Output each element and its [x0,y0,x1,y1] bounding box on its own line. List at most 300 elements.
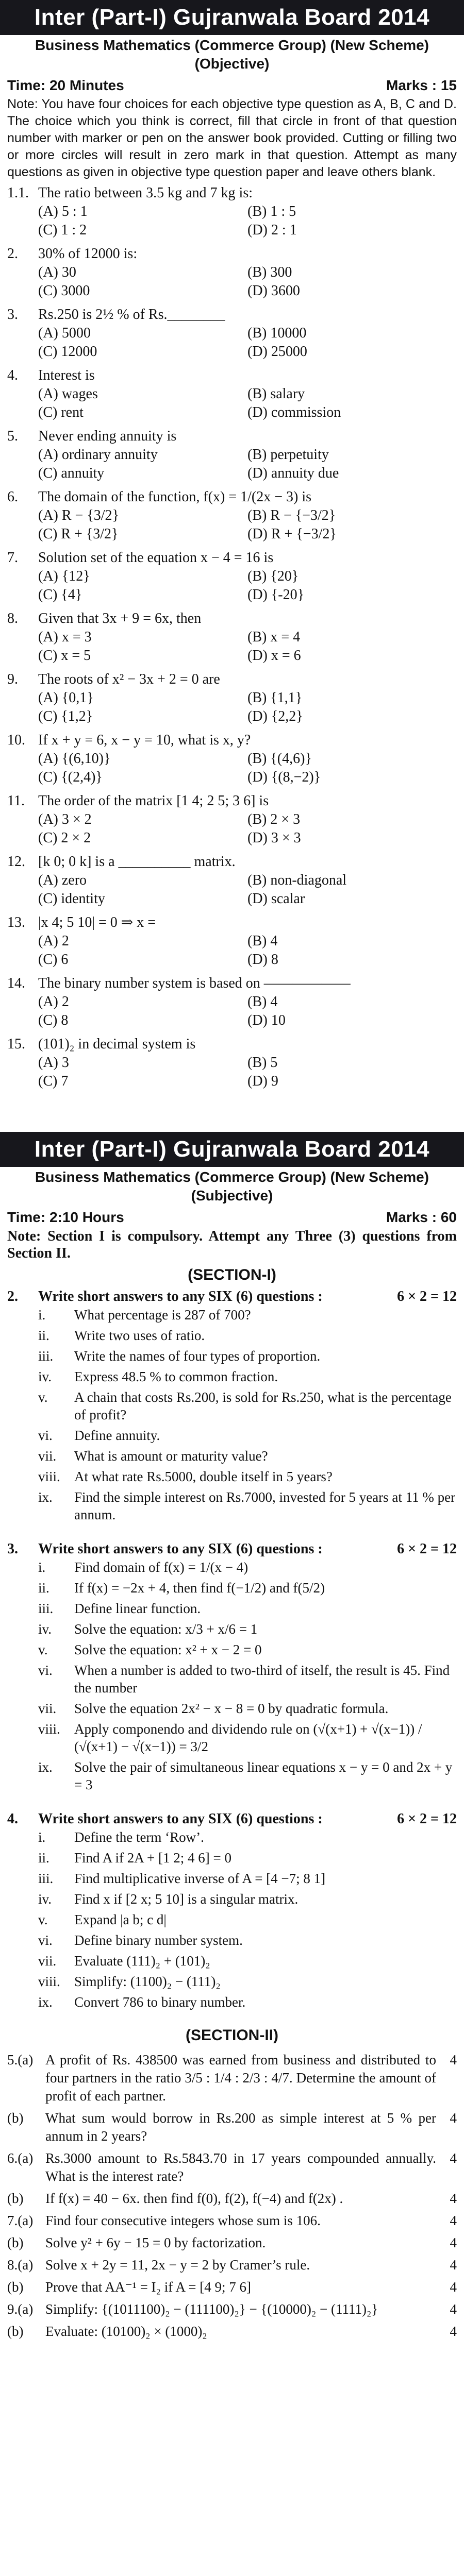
mcq-option: (C) identity [38,891,105,907]
question-marks: 6 × 2 = 12 [397,1289,457,1304]
mcq-question [0,792,464,810]
mcq-question [0,913,464,932]
mcq-question [0,549,464,567]
short-question [0,1620,464,1638]
section-1-heading: (SECTION-I) [188,1266,276,1283]
mcq-option: (C) 6 [38,952,69,968]
mcq-options [0,871,464,908]
mcq-text: Given that 3x + 9 = 6x, then [38,611,202,626]
mcq-text: Solution set of the equation x − 4 = 16 is [38,550,274,566]
roman-numeral: viii. [38,1721,60,1737]
question-2 [0,1285,464,1527]
long-question-marks: 4 [450,2257,457,2273]
short-question-text: Express 48.5 % to common fraction. [74,1369,278,1384]
mcq-question [0,670,464,689]
spacer [0,2145,464,2149]
mcq-option: (C) annuity [38,465,105,481]
long-question-text: If f(x) = 40 − 6x. then find f(0), f(2), f(−4) and f(2x) . [45,2191,343,2206]
long-question-text: Simplify: {(1011100)₂ − (111100)₂} − {(10000)₂ − (1111)₂} [45,2301,378,2317]
long-question [0,2109,464,2145]
question-3 [0,1538,464,1797]
roman-numeral: vi. [38,1428,53,1443]
spacer [0,726,464,731]
spacer [0,969,464,974]
mcq-question [0,609,464,628]
long-question [0,2323,464,2341]
mcq-option: (B) 1 : 5 [247,204,296,219]
mcq-options [0,1054,464,1091]
short-question [0,1911,464,1928]
mcq-option: (C) 2 × 2 [38,830,91,846]
short-question-text: Define linear function. [74,1601,201,1616]
short-question [0,1931,464,1949]
long-questions [0,2051,464,2345]
short-question [0,1447,464,1465]
roman-numeral: iii. [38,1871,54,1886]
long-question [0,2212,464,2230]
roman-numeral: vii. [38,1448,57,1464]
mcq-text: Rs.250 is 2½ % of Rs.________ [38,307,225,323]
mcq-question [0,731,464,750]
mcq-option: (A) 3 [38,1055,69,1071]
roman-numeral: iv. [38,1621,52,1637]
long-question-marks: 4 [450,2110,457,2126]
short-question [0,1641,464,1658]
long-question-marks: 4 [450,2150,457,2166]
question-number: 2. [7,1289,18,1304]
subjective-marks: Marks : 60 [386,1209,457,1225]
mcq-number: 5. [7,428,18,444]
roman-numeral: viii. [38,1469,60,1484]
mcq-option: (D) 2 : 1 [247,222,297,238]
mcq-text: The order of the matrix [1 4; 2 5; 3 6] is [38,793,269,809]
spacer [0,604,464,609]
long-question-number: (b) [7,2235,24,2250]
mcq-option: (D) 3 × 3 [247,830,301,846]
mcq-options [0,202,464,240]
spacer [0,2230,464,2234]
mcq-option: (D) 10 [247,1012,286,1028]
mcq-options [0,446,464,483]
mcq-option: (A) 2 [38,994,69,1010]
mcq-text: (101)₂ in decimal system is [38,1036,196,1052]
mcq-number: 6. [7,489,18,505]
mcq-option: (A) {(6,10)} [38,751,111,767]
short-question-text: If f(x) = −2x + 4, then find f(−1/2) and f(5/2) [74,1580,325,1596]
mcq-option: (A) R − {3/2} [38,507,119,523]
section-2-heading: (SECTION-II) [186,2027,278,2044]
long-question [0,2190,464,2208]
long-question-text: Solve x + 2y = 11, 2x − y = 2 by Cramer’s rule. [45,2257,310,2273]
spacer [0,2341,464,2345]
mcq-number: 8. [7,611,18,626]
long-question-number: 8.(a) [7,2257,34,2273]
long-question-text: Evaluate: (10100)₂ × (1000)₂ [45,2324,207,2339]
mcq-number: 15. [7,1036,25,1052]
mcq-option: (C) {1,2} [38,708,93,724]
short-question-text: What percentage is 287 of 700? [74,1307,251,1323]
mcq-options [0,506,464,544]
roman-numeral: iv. [38,1369,52,1384]
mcq-options [0,567,464,604]
question-4 [0,1808,464,2014]
mcq-question [0,366,464,385]
question-instruction: Write short answers to any SIX (6) questions : [38,1541,323,1557]
short-question-text: Simplify: (1100)₂ − (111)₂ [74,1974,221,1989]
long-question [0,2149,464,2185]
mcq-option: (D) scalar [247,891,305,907]
roman-numeral: vi. [38,1663,53,1678]
mcq-number: 11. [7,793,25,809]
long-question-marks: 4 [450,2052,457,2067]
long-question-marks: 4 [450,2235,457,2250]
question-instruction: Write short answers to any SIX (6) questions : [38,1811,323,1827]
mcq-option: (A) {0,1} [38,690,94,706]
mcq-option: (B) 2 × 3 [247,811,301,827]
roman-numeral: iii. [38,1348,54,1364]
short-question [0,1579,464,1597]
mcq-option: (A) 30 [38,264,76,280]
mcq-number: 10. [7,732,25,748]
mcq-option: (D) 9 [247,1073,278,1089]
spacer [0,422,464,427]
mcq-option: (C) {(2,4)} [38,769,103,785]
mcq-option: (D) {(8,−2)} [247,769,321,785]
mcq-text: 30% of 12000 is: [38,246,138,262]
short-question-text: Find the simple interest on Rs.7000, invested for 5 years at 11 % per annum. [74,1489,456,1522]
mcq-option: (C) 3000 [38,283,90,299]
roman-numeral: vii. [38,1953,57,1969]
question-heading [0,1285,464,1306]
long-question-marks: 4 [450,2324,457,2339]
mcq-number: 4. [7,367,18,383]
short-question-text: Define annuity. [74,1428,160,1443]
roman-numeral: iii. [38,1601,54,1616]
mcq-number: 2. [7,246,18,262]
roman-numeral: v. [38,1642,48,1657]
short-question [0,1468,464,1485]
mcq-option: (D) x = 6 [247,648,301,664]
long-question-text: What sum would borrow in Rs.200 as simple interest at 5 % per annum in 2 years? [45,2110,436,2144]
short-question [0,1870,464,1887]
question-marks: 6 × 2 = 12 [397,1811,457,1827]
spacer [0,544,464,549]
short-question-text: Convert 786 to binary number. [74,1994,246,2010]
spacer [0,848,464,853]
mcq-option: (C) rent [38,404,84,420]
subjective-banner: Inter (Part-I) Gujranwala Board 2014 [0,1132,464,1167]
objective-marks: Marks : 15 [386,77,457,93]
short-question-text: Evaluate (111)₂ + (101)₂ [74,1953,210,1969]
long-question-number: (b) [7,2191,24,2206]
short-question-text: Find multiplicative inverse of A = [4 −7; 8 1] [74,1871,326,1886]
long-question-text: Find four consecutive integers whose sum is 106. [45,2213,321,2228]
mcq-option: (D) 8 [247,952,278,968]
short-question-text: Write the names of four types of proportion. [74,1348,321,1364]
short-question-text: At what rate Rs.5000, double itself in 5 years? [74,1469,333,1484]
long-question [0,2300,464,2318]
mcq-option: (C) 12000 [38,344,97,360]
roman-numeral: ix. [38,1489,53,1505]
mcq-options [0,993,464,1030]
short-question-text: Solve the equation: x² + x − 2 = 0 [74,1642,262,1657]
mcq-option: (C) x = 5 [38,648,91,664]
objective-subtitle: Business Mathematics (Commerce Group) (New Scheme) (Objective) [35,37,429,72]
long-question-number: 9.(a) [7,2301,34,2317]
question-instruction: Write short answers to any SIX (6) questions : [38,1289,323,1304]
mcq-option: (D) {-20} [247,587,305,603]
mcq-text: |x 4; 5 10| = 0 ⇒ x = [38,914,156,930]
mcq-option: (D) 25000 [247,344,307,360]
short-question [0,1662,464,1697]
short-question [0,1388,464,1423]
short-question-text: Apply componendo and dividendo rule on (√(x+1) + √(x−1)) / (√(x+1) − √(x−1)) = 3/2 [74,1721,422,1754]
mcq-option: (C) {4} [38,587,82,603]
mcq-option: (C) 7 [38,1073,69,1089]
mcq-option: (D) {2,2} [247,708,303,724]
mcq-option: (B) R − {−3/2} [247,507,336,523]
mcq-text: The domain of the function, f(x) = 1/(2x − 3) is [38,489,312,505]
mcq-option: (D) annuity due [247,465,339,481]
short-question [0,1558,464,1576]
short-question-text: Define the term ‘Row’. [74,1829,204,1845]
long-question-text: Prove that AA⁻¹ = I₂ if A = [4 9; 7 6] [45,2279,251,2295]
mcq-number: 14. [7,975,25,991]
short-question-text: Find x if [2 x; 5 10] is a singular matrix. [74,1891,299,1907]
roman-numeral: vii. [38,1701,57,1716]
mcq-question [0,427,464,446]
mcq-question [0,245,464,263]
objective-note: Note: You have four choices for each objective type question as A, B, C and D. The choice which you think is correct, fill that circle in front of that question number with marker or pen on the answer book provided. Cutting or filling two or more circles will result in zero mark in that question. Attempt as many questions as given in objective type question paper and leave others blank. [7,97,457,179]
spacer [0,2105,464,2109]
mcq-option: (B) {(4,6)} [247,751,312,767]
mcq-option: (B) salary [247,386,305,402]
mcq-text: If x + y = 6, x − y = 10, what is x, y? [38,732,251,748]
short-question-text: Solve the pair of simultaneous linear equations x − y = 0 and 2x + y = 3 [74,1759,453,1792]
mcq-question [0,306,464,324]
long-question-text: A profit of Rs. 438500 was earned from business and distributed to four partners in the ratio 3/5 : 1/4 : 2/3 : 4/7. Determine the amount of profit of each partner. [45,2052,436,2104]
mcq-option: (D) 3600 [247,283,300,299]
short-question-text: When a number is added to two-third of itself, the result is 45. Find the number [74,1663,450,1696]
objective-meta [0,73,464,96]
mcq-text: The roots of x² − 3x + 2 = 0 are [38,671,220,687]
mcq-option: (B) 10000 [247,325,307,341]
roman-numeral: vi. [38,1933,53,1948]
spacer [0,2274,464,2278]
long-question [0,2256,464,2274]
spacer [0,787,464,792]
short-question-text: Expand |a b; c d| [74,1912,167,1927]
objective-questions [0,184,464,1096]
objective-time: Time: 20 Minutes [7,77,124,93]
mcq-number: 12. [7,854,25,870]
mcq-option: (B) {20} [247,568,299,584]
short-question-text: Define binary number system. [74,1933,243,1948]
spacer [0,2185,464,2190]
long-question-marks: 4 [450,2301,457,2317]
short-question [0,1488,464,1523]
mcq-text: The binary number system is based on —————— [38,975,351,991]
subjective-paper [0,1132,464,2345]
mcq-number: 3. [7,307,18,323]
long-question-number: (b) [7,2324,24,2339]
mcq-question [0,1035,464,1054]
spacer [0,300,464,306]
spacer [0,240,464,245]
short-question [0,1720,464,1755]
long-question [0,2234,464,2252]
mcq-text: Never ending annuity is [38,428,177,444]
mcq-number: 13. [7,914,25,930]
mcq-text: The ratio between 3.5 kg and 7 kg is: [38,185,253,201]
long-question-number: 7.(a) [7,2213,34,2228]
short-question [0,1973,464,1990]
mcq-option: (B) non-diagonal [247,872,347,888]
spacer [0,361,464,366]
short-question [0,1427,464,1444]
mcq-option: (A) wages [38,386,98,402]
long-question [0,2051,464,2105]
spacer [0,665,464,670]
roman-numeral: ix. [38,1994,53,2010]
short-question [0,1952,464,1970]
roman-numeral: i. [38,1829,46,1845]
mcq-option: (A) 5 : 1 [38,204,88,219]
mcq-number: 9. [7,671,18,687]
question-marks: 6 × 2 = 12 [397,1541,457,1557]
short-question-text: Find domain of f(x) = 1/(x − 4) [74,1560,248,1575]
spacer [0,483,464,488]
long-question-marks: 4 [450,2279,457,2295]
short-question [0,1600,464,1617]
roman-numeral: v. [38,1912,48,1927]
mcq-option: (A) 3 × 2 [38,811,92,827]
long-question-number: 5.(a) [7,2052,34,2067]
mcq-option: (A) x = 3 [38,629,92,645]
short-question-text: What is amount or maturity value? [74,1448,268,1464]
mcq-option: (B) perpetuity [247,447,329,463]
mcq-option: (B) 4 [247,994,278,1010]
mcq-options [0,385,464,422]
short-question [0,1758,464,1793]
roman-numeral: i. [38,1560,46,1575]
mcq-number: 7. [7,550,18,566]
long-question-number: 6.(a) [7,2150,34,2166]
long-question-text: Rs.3000 amount to Rs.5843.70 in 17 years compounded annually. What is the interest rate? [45,2150,436,2184]
mcq-text: [k 0; 0 k] is a __________ matrix. [38,854,236,870]
spacer [0,2318,464,2323]
mcq-text: Interest is [38,367,95,383]
roman-numeral: viii. [38,1974,60,1989]
mcq-question [0,974,464,993]
mcq-options [0,263,464,300]
roman-numeral: ii. [38,1328,49,1343]
mcq-option: (C) 8 [38,1012,69,1028]
mcq-question [0,853,464,871]
spacer [0,2208,464,2212]
objective-paper [0,0,464,1096]
mcq-option: (B) {1,1} [247,690,303,706]
mcq-option: (A) {12} [38,568,90,584]
long-question-number: (b) [7,2110,24,2126]
mcq-number: 1.1. [7,185,29,201]
mcq-option: (A) zero [38,872,87,888]
short-question-text: Write two uses of ratio. [74,1328,205,1343]
short-question-text: Find A if 2A + [1 2; 4 6] = 0 [74,1850,231,1866]
long-question-marks: 4 [450,2191,457,2206]
long-question-number: (b) [7,2279,24,2295]
short-question [0,1828,464,1846]
short-question [0,1890,464,1908]
short-question-text: Solve the equation 2x² − x − 8 = 0 by quadratic formula. [74,1701,389,1716]
subjective-time: Time: 2:10 Hours [7,1209,124,1225]
subjective-meta [0,1205,464,1228]
mcq-option: (B) 4 [247,933,278,949]
mcq-option: (B) 300 [247,264,292,280]
short-question [0,1700,464,1717]
mcq-options [0,750,464,787]
mcq-option: (A) ordinary annuity [38,447,158,463]
section-spacer [0,1096,464,1132]
short-question [0,1368,464,1385]
mcq-option: (C) R + {3/2} [38,526,119,542]
long-question [0,2278,464,2296]
roman-numeral: iv. [38,1891,52,1907]
mcq-option: (B) x = 4 [247,629,301,645]
roman-numeral: i. [38,1307,46,1323]
mcq-options [0,810,464,848]
mcq-options [0,932,464,969]
spacer [0,908,464,913]
long-question-marks: 4 [450,2213,457,2228]
short-question-text: Solve the equation: x/3 + x/6 = 1 [74,1621,258,1637]
roman-numeral: ix. [38,1759,53,1775]
short-question [0,1993,464,2011]
mcq-option: (D) commission [247,404,341,420]
mcq-option: (A) 5000 [38,325,91,341]
mcq-option: (B) 5 [247,1055,278,1071]
question-number: 4. [7,1811,18,1827]
question-number: 3. [7,1541,18,1557]
short-question [0,1347,464,1365]
mcq-options [0,628,464,665]
question-heading [0,1808,464,1828]
spacer [0,2296,464,2300]
long-question-text: Solve y² + 6y − 15 = 0 by factorization. [45,2235,266,2250]
roman-numeral: ii. [38,1850,49,1866]
mcq-question [0,488,464,506]
subjective-subtitle: Business Mathematics (Commerce Group) (New Scheme) (Subjective) [35,1169,429,1204]
short-question-text: A chain that costs Rs.200, is sold for Rs.250, what is the percentage of profit? [74,1389,452,1422]
spacer [0,2252,464,2256]
short-question [0,1306,464,1324]
short-question [0,1327,464,1344]
mcq-option: (C) 1 : 2 [38,222,87,238]
mcq-question [0,184,464,202]
mcq-option: (A) 2 [38,933,69,949]
roman-numeral: v. [38,1389,48,1405]
mcq-option: (D) R + {−3/2} [247,526,337,542]
roman-numeral: ii. [38,1580,49,1596]
short-question [0,1849,464,1867]
spacer [0,1091,464,1096]
objective-banner: Inter (Part-I) Gujranwala Board 2014 [0,0,464,35]
mcq-options [0,324,464,361]
spacer [0,1030,464,1035]
mcq-options [0,689,464,726]
question-heading [0,1538,464,1558]
subjective-note: Note: Section I is compulsory. Attempt any Three (3) questions from Section II. [7,1228,457,1261]
